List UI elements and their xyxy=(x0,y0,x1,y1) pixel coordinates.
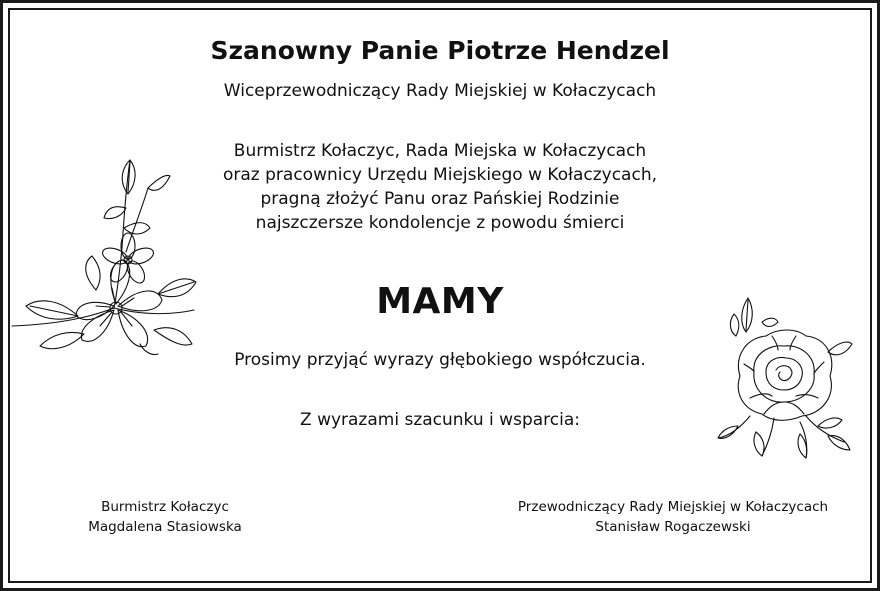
message-line: Burmistrz Kołaczyc, Rada Miejska w Kołaczycach xyxy=(233,141,647,161)
closing-line: Z wyrazami szacunku i wsparcia: xyxy=(300,410,580,430)
message-line: oraz pracownicy Urzędu Miejskiego w Kołaczycach, xyxy=(222,165,657,185)
card-subtitle: Wiceprzewodniczący Rady Miejskiej w Kołaczycach xyxy=(223,81,657,101)
peony-flower-icon xyxy=(710,292,855,464)
signature-role: Przewodniczący Rady Miejskiej w Kołaczycach xyxy=(517,499,829,515)
signature-role: Burmistrz Kołaczyc xyxy=(101,499,229,515)
floral-bouquet-icon xyxy=(8,148,208,358)
signature-mayor xyxy=(70,497,260,537)
message-line: pragną złożyć Panu oraz Pańskiej Rodzinie xyxy=(260,189,620,209)
signature-council-chair xyxy=(488,497,858,537)
condolence-line: Prosimy przyjąć wyrazy głębokiego współczucia. xyxy=(234,350,646,370)
deceased-label: MAMY xyxy=(376,281,504,322)
signature-name: Stanisław Rogaczewski xyxy=(595,519,751,535)
message-line: najszczersze kondolencje z powodu śmierci xyxy=(255,213,625,233)
signature-name: Magdalena Stasiowska xyxy=(88,519,242,535)
card-title: Szanowny Panie Piotrze Hendzel xyxy=(210,36,670,65)
